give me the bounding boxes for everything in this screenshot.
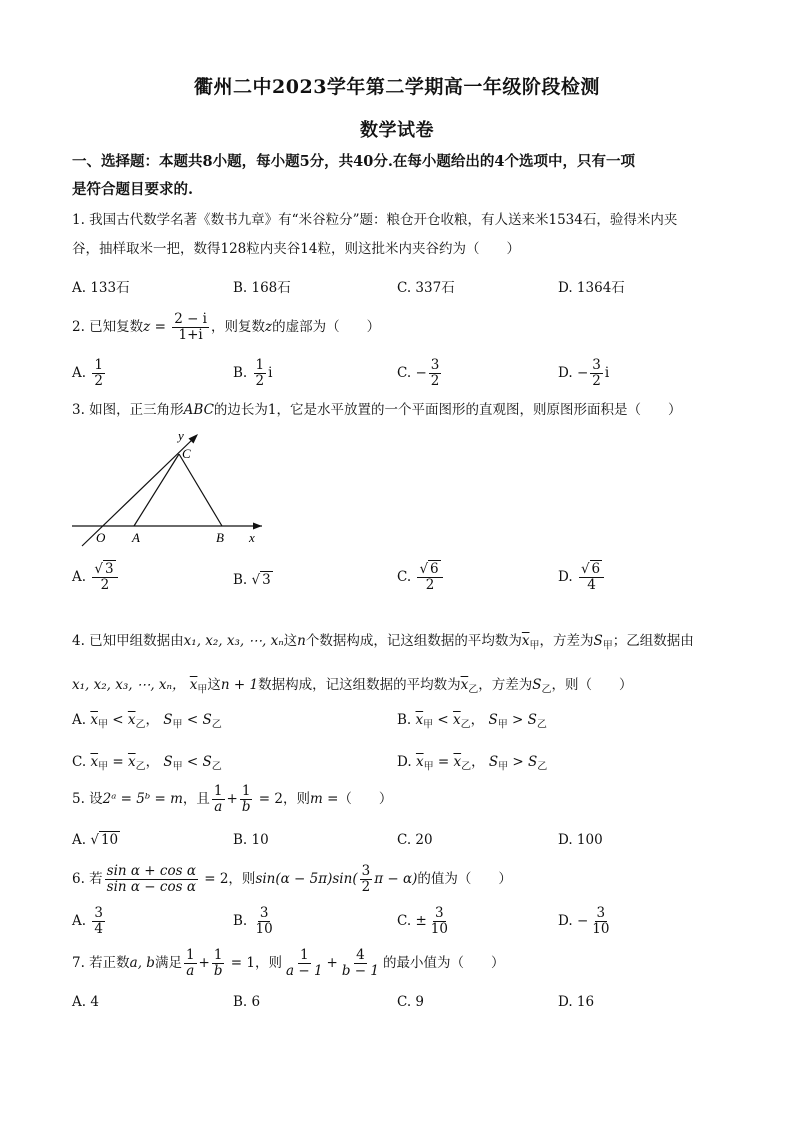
q1-option-b[interactable]: B. 168石 xyxy=(233,280,291,296)
label-b: B xyxy=(216,530,224,545)
q5-option-b[interactable]: B. 10 xyxy=(233,832,269,848)
x-axis-arrow xyxy=(253,523,262,530)
q7-option-a[interactable]: A. 4 xyxy=(72,994,99,1010)
q2-option-c[interactable]: C. − $\frac{3}{2}$ xyxy=(397,357,440,389)
q7-option-b[interactable]: B. 6 xyxy=(233,994,261,1010)
exam-subtitle: 数学试卷 xyxy=(360,120,434,141)
label-o: O xyxy=(96,530,106,545)
q2-option-a[interactable]: A. $\frac{1}{2}$ xyxy=(72,357,103,389)
q4-option-a[interactable]: A. $\overline{x}_甲 < \overline{x}_乙$， $S_甲 < S_乙$ xyxy=(72,712,222,731)
q6-option-a[interactable]: A. $\frac{3}{4}$ xyxy=(72,905,103,937)
q7-option-d[interactable]: D. 16 xyxy=(558,994,595,1010)
oblique-view-figure xyxy=(66,428,276,550)
q4-option-c[interactable]: C. $\overline{x}_甲 = \overline{x}_乙$， $S_甲 < S_乙$ xyxy=(72,754,222,773)
question-1: 1. 我国古代数学名著《数书九章》有“米谷粒分”题：粮仓开仓收粮，有人送来米1534石，验得米内夹 谷，抽样取米一把，数得128粒内夹谷14粒，则这批米内夹谷约为（ ） xyxy=(72,212,678,257)
question-4: 4. 已知甲组数据由x₁, x₂, x₃, ⋯, xₙ这n个数据构成，记这组数据的平均数为$\overline{x}_甲$，方差为$S_甲$；乙组数据由 x₁, x₂, x₃, ⋯, xₙ， $\overline{x}_甲$这n + 1数据构成，记这组数据的平均数为$\overline{x}_乙$，方差为$S_乙$，则（ ） xyxy=(72,633,694,696)
section-heading: 一、选择题：本题共8小题，每小题5分，共40分.在每小题给出的4个选项中，只有一项 是符合题目要求的. xyxy=(72,153,635,198)
label-a: A xyxy=(132,530,140,545)
q6-option-b[interactable]: B. $\frac{3}{10}$ xyxy=(233,905,273,937)
q1-option-d[interactable]: D. 1364石 xyxy=(558,280,625,296)
question-3: 3. 如图，正三角形ABC的边长为1，它是水平放置的一个平面图形的直观图，则原图形面积是（ ） xyxy=(72,402,682,418)
label-c: C xyxy=(182,446,191,461)
q6-option-d[interactable]: D. − $\frac{3}{10}$ xyxy=(558,905,610,937)
fraction: $\frac{2 - i}{1+i}$ xyxy=(174,311,208,343)
q5-option-a[interactable]: A. √ 10 xyxy=(72,832,119,848)
label-x: x xyxy=(249,530,255,545)
q1-option-c[interactable]: C. 337石 xyxy=(397,280,455,296)
side-cb xyxy=(179,454,222,526)
q7-option-c[interactable]: C. 9 xyxy=(397,994,425,1010)
q3-option-d[interactable]: D. $\frac{√ 6}{4}$ xyxy=(558,562,606,593)
question-2: 2. 已知复数z = $\frac{2 - i}{1+i}$ ，则复数z的虚部为（ ） xyxy=(72,311,381,343)
q2-option-d[interactable]: D. − $\frac{3}{2}$ i xyxy=(558,357,610,389)
q6-option-c[interactable]: C. ± $\frac{3}{10}$ xyxy=(397,905,448,937)
q1-option-a[interactable]: A. 133石 xyxy=(72,280,130,296)
question-7: 7. 若正数a, b满足 $\frac{1}{a}$ + $\frac{1}{b}$ = 1，则 $\frac{1}{a - 1}$ + $\frac{4}{b - 1}$ 的最小值为（ ） xyxy=(72,947,505,979)
q5-option-c[interactable]: C. 20 xyxy=(397,832,433,848)
q4-option-b[interactable]: B. $\overline{x}_甲 < \overline{x}_乙$， $S_甲 > S_乙$ xyxy=(397,712,547,731)
exam-title: 衢州二中2023学年第二学期高一年级阶段检测 xyxy=(194,76,600,98)
question-6: 6. 若 $\frac{\text{sin α + cos α}}{\text{sin α − cos α}}$ = 2，则sin(α − 5π)sin( $\frac{3}{2}$ π − α)的值为（ ） xyxy=(72,863,512,895)
q5-option-d[interactable]: D. 100 xyxy=(558,832,603,848)
q3-option-a[interactable]: A. $\frac{√ 3}{2}$ xyxy=(72,562,120,593)
q4-option-d[interactable]: D. $\overline{x}_甲 = \overline{x}_乙$， $S_甲 > S_乙$ xyxy=(397,754,548,773)
question-5: 5. 设2ᵃ = 5ᵇ = m，且 $\frac{1}{a}$ + $\frac{1}{b}$ = 2，则m =（ ） xyxy=(72,783,393,815)
q3-option-c[interactable]: C. $\frac{√ 6}{2}$ xyxy=(397,562,445,593)
q3-option-b[interactable]: B. √ 3 xyxy=(233,572,271,588)
q2-option-b[interactable]: B. $\frac{1}{2}$ i xyxy=(233,357,273,389)
label-y: y xyxy=(178,428,184,443)
